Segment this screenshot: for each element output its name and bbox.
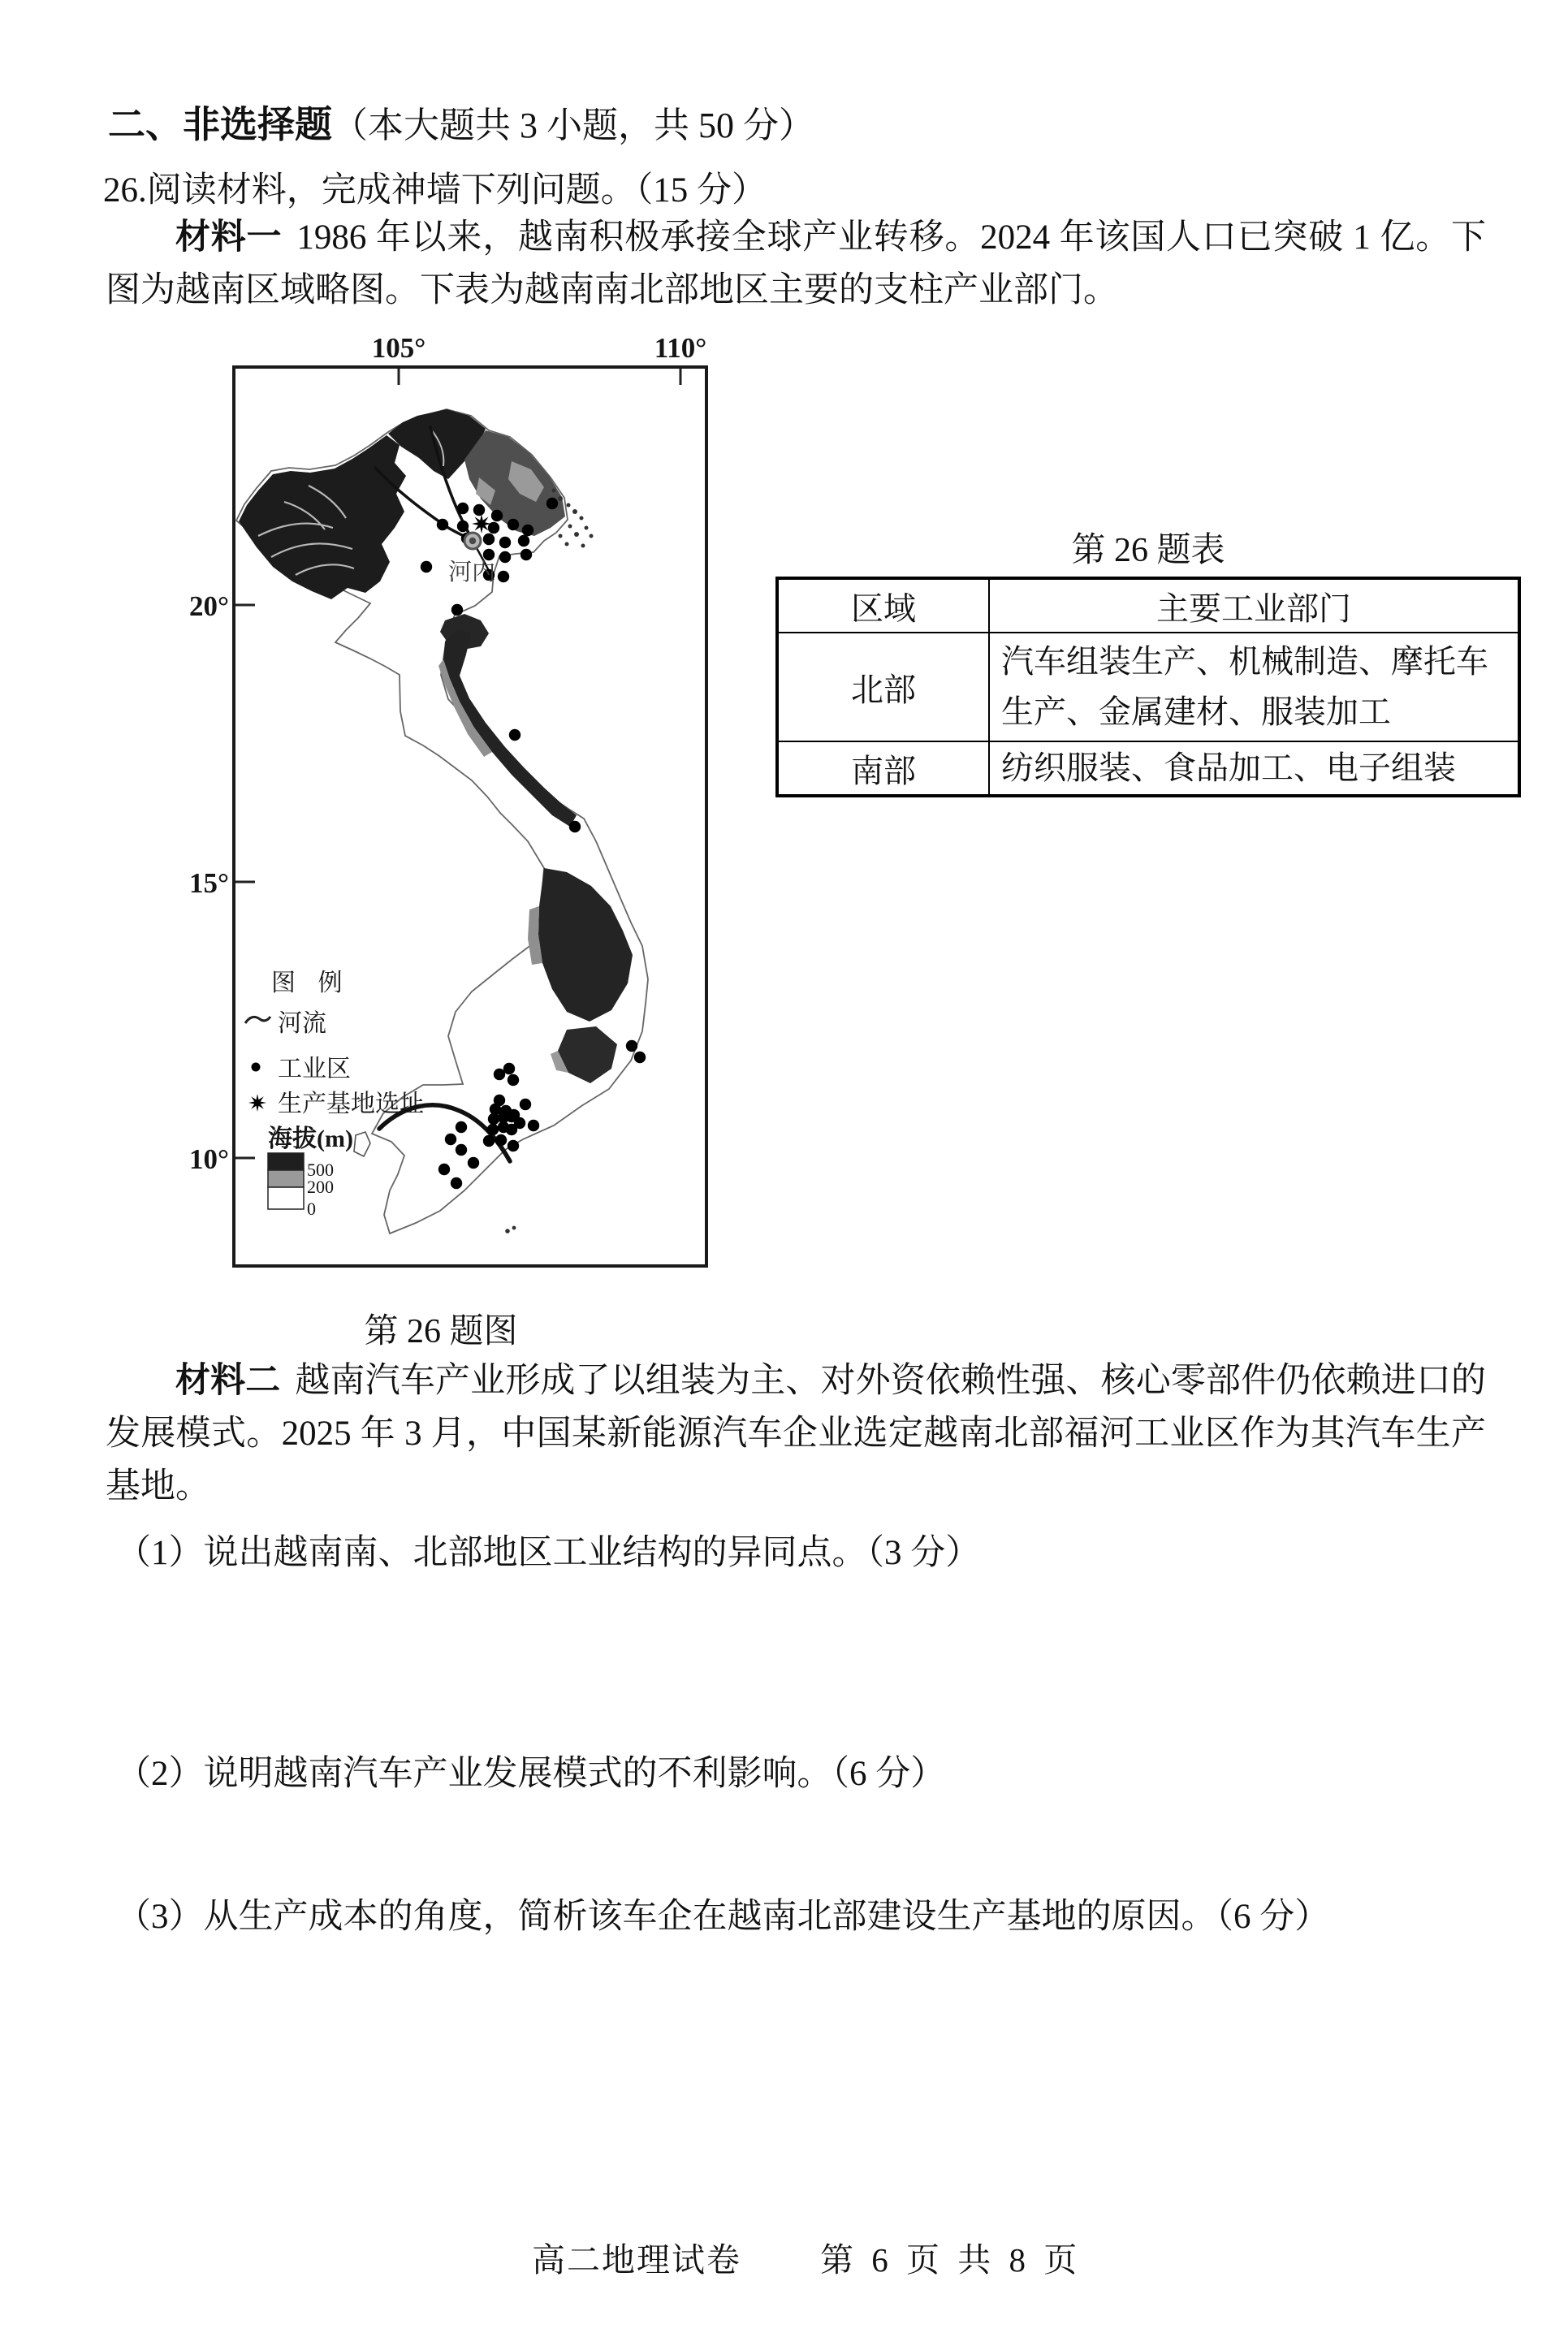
industrial-zone-dot bbox=[626, 1040, 637, 1052]
elevation-scale bbox=[268, 1153, 334, 1219]
industrial-zone-dot bbox=[499, 551, 511, 563]
industrial-zone-dot bbox=[483, 534, 495, 545]
industrial-zone-dot bbox=[509, 729, 521, 741]
industrial-zone-dot bbox=[495, 1134, 507, 1146]
material-1-text: 1986 年以来，越南积极承接全球产业转移。2024 年该国人口已突破 1 亿。下图为越南区域略图。下表为越南南北部地区主要的支柱产业部门。 bbox=[106, 218, 1487, 309]
industrial-zone-legend-symbol bbox=[252, 1063, 261, 1072]
industrial-zone-dot bbox=[498, 571, 509, 582]
industrial-zone-dot bbox=[491, 510, 503, 521]
industrial-zone-dot bbox=[473, 504, 485, 516]
industrial-zone-dot bbox=[483, 1135, 495, 1147]
table-header-industries: 主要工业部门 bbox=[989, 578, 1519, 633]
section-heading-rest: （本大题共 3 小题，共 50 分） bbox=[332, 106, 814, 145]
production-base-legend-symbol bbox=[248, 1094, 266, 1112]
legend-base-label: 生产基地选址 bbox=[278, 1091, 424, 1117]
industrial-zone-dot bbox=[569, 821, 581, 832]
industrial-zone-dot bbox=[437, 519, 448, 530]
industrial-zone-dot bbox=[487, 1124, 499, 1135]
industrial-zone-dot bbox=[522, 525, 533, 536]
material-2-label: 材料二 bbox=[175, 1361, 281, 1400]
table-cell-region-south: 南部 bbox=[777, 741, 989, 796]
longitude-label-110: 110° bbox=[654, 332, 707, 364]
latitude-label-10: 10° bbox=[189, 1143, 229, 1175]
map-caption: 第 26 题图 bbox=[364, 1313, 518, 1350]
industrial-zone-dot bbox=[508, 519, 519, 530]
industrial-zone-dot bbox=[457, 521, 469, 532]
industrial-zone-dot bbox=[456, 1144, 467, 1156]
material-1-paragraph bbox=[106, 211, 1486, 317]
industrial-zone-dot bbox=[445, 1134, 456, 1145]
table-header-row bbox=[777, 578, 1519, 633]
footer-page-number: 第 6 页 共 8 页 bbox=[820, 2241, 1082, 2279]
production-base-star-marker bbox=[472, 514, 491, 534]
industrial-zone-dot bbox=[634, 1052, 646, 1063]
industrial-zone-dot bbox=[521, 549, 532, 560]
industrial-zone-dot bbox=[494, 1069, 505, 1080]
industrial-zone-dot bbox=[546, 498, 558, 509]
industrial-zone-dot bbox=[451, 1177, 462, 1189]
industrial-zone-dot bbox=[488, 1113, 499, 1125]
legend-title: 图 例 bbox=[271, 970, 351, 996]
table-header-region: 区域 bbox=[777, 578, 989, 633]
industrial-zone-dot bbox=[457, 503, 469, 514]
elevation-500-label: 500 bbox=[307, 1160, 334, 1180]
elevation-0-label: 0 bbox=[307, 1199, 316, 1219]
material-2-text: 越南汽车产业形成了以组装为主、对外资依赖性强、核心零部件仍依赖进口的发展模式。2025 年 3 月，中国某新能源汽车企业选定越南北部福河工业区作为其汽车生产基地。 bbox=[106, 1362, 1487, 1506]
industrial-zone-dot bbox=[456, 1121, 467, 1133]
latitude-label-20: 20° bbox=[189, 590, 229, 622]
table-cell-region-north: 北部 bbox=[777, 633, 989, 741]
industrial-zone-dot bbox=[520, 1099, 531, 1110]
legend-river-label: 河流 bbox=[278, 1010, 326, 1037]
sub-question-3: （3）从生产成本的角度，简析该车企在越南北部建设生产基地的原因。（6 分） bbox=[116, 1898, 1330, 1936]
hanoi-city-label: 河内 bbox=[448, 559, 496, 585]
sub-question-2: （2）说明越南汽车产业发展模式的不利影响。（6 分） bbox=[116, 1755, 946, 1793]
footer-exam-title: 高二地理试卷 bbox=[532, 2241, 741, 2279]
industrial-zone-dot bbox=[451, 604, 463, 616]
industrial-zone-dot bbox=[503, 1063, 515, 1074]
elevation-200-label: 200 bbox=[307, 1177, 334, 1197]
longitude-label-105: 105° bbox=[371, 332, 426, 364]
industrial-zone-dot bbox=[528, 1120, 539, 1131]
latitude-label-15: 15° bbox=[189, 867, 229, 899]
industrial-zone-dot bbox=[506, 1124, 517, 1135]
industrial-zone-dot bbox=[499, 537, 511, 548]
table-cell-industries-north: 汽车组装生产、机械制造、摩托车生产、金属建材、服装加工 bbox=[989, 633, 1519, 741]
table-cell-industries-south: 纺织服装、食品加工、电子组装 bbox=[989, 741, 1519, 796]
vietnam-region-map bbox=[187, 331, 731, 1285]
hanoi-city-marker bbox=[464, 533, 481, 549]
legend-elevation-label: 海拔(m) bbox=[268, 1125, 353, 1152]
table-row-north bbox=[777, 633, 1519, 741]
industrial-zone-dot bbox=[508, 1140, 519, 1151]
material-2-paragraph bbox=[106, 1354, 1486, 1513]
section-heading bbox=[108, 102, 814, 148]
table-row-south bbox=[777, 741, 1519, 796]
industrial-zone-dot bbox=[518, 535, 529, 547]
industrial-zone-dot bbox=[508, 1074, 519, 1086]
section-heading-bold: 二、非选择题 bbox=[108, 103, 332, 145]
material-1-label: 材料一 bbox=[175, 218, 283, 257]
table-title: 第 26 题表 bbox=[1071, 532, 1225, 569]
sub-question-1: （1）说出越南南、北部地区工业结构的异同点。（3 分） bbox=[116, 1534, 981, 1572]
industrial-zone-dot bbox=[438, 1164, 450, 1175]
industry-table bbox=[775, 577, 1521, 797]
river-legend-symbol bbox=[245, 1017, 270, 1023]
question-26-intro: 26.阅读材料，完成神墙下列问题。（15 分） bbox=[103, 171, 767, 210]
legend-industrial-label: 工业区 bbox=[278, 1056, 351, 1082]
industrial-zone-dot bbox=[468, 1157, 479, 1169]
industrial-zone-dot bbox=[421, 561, 432, 572]
